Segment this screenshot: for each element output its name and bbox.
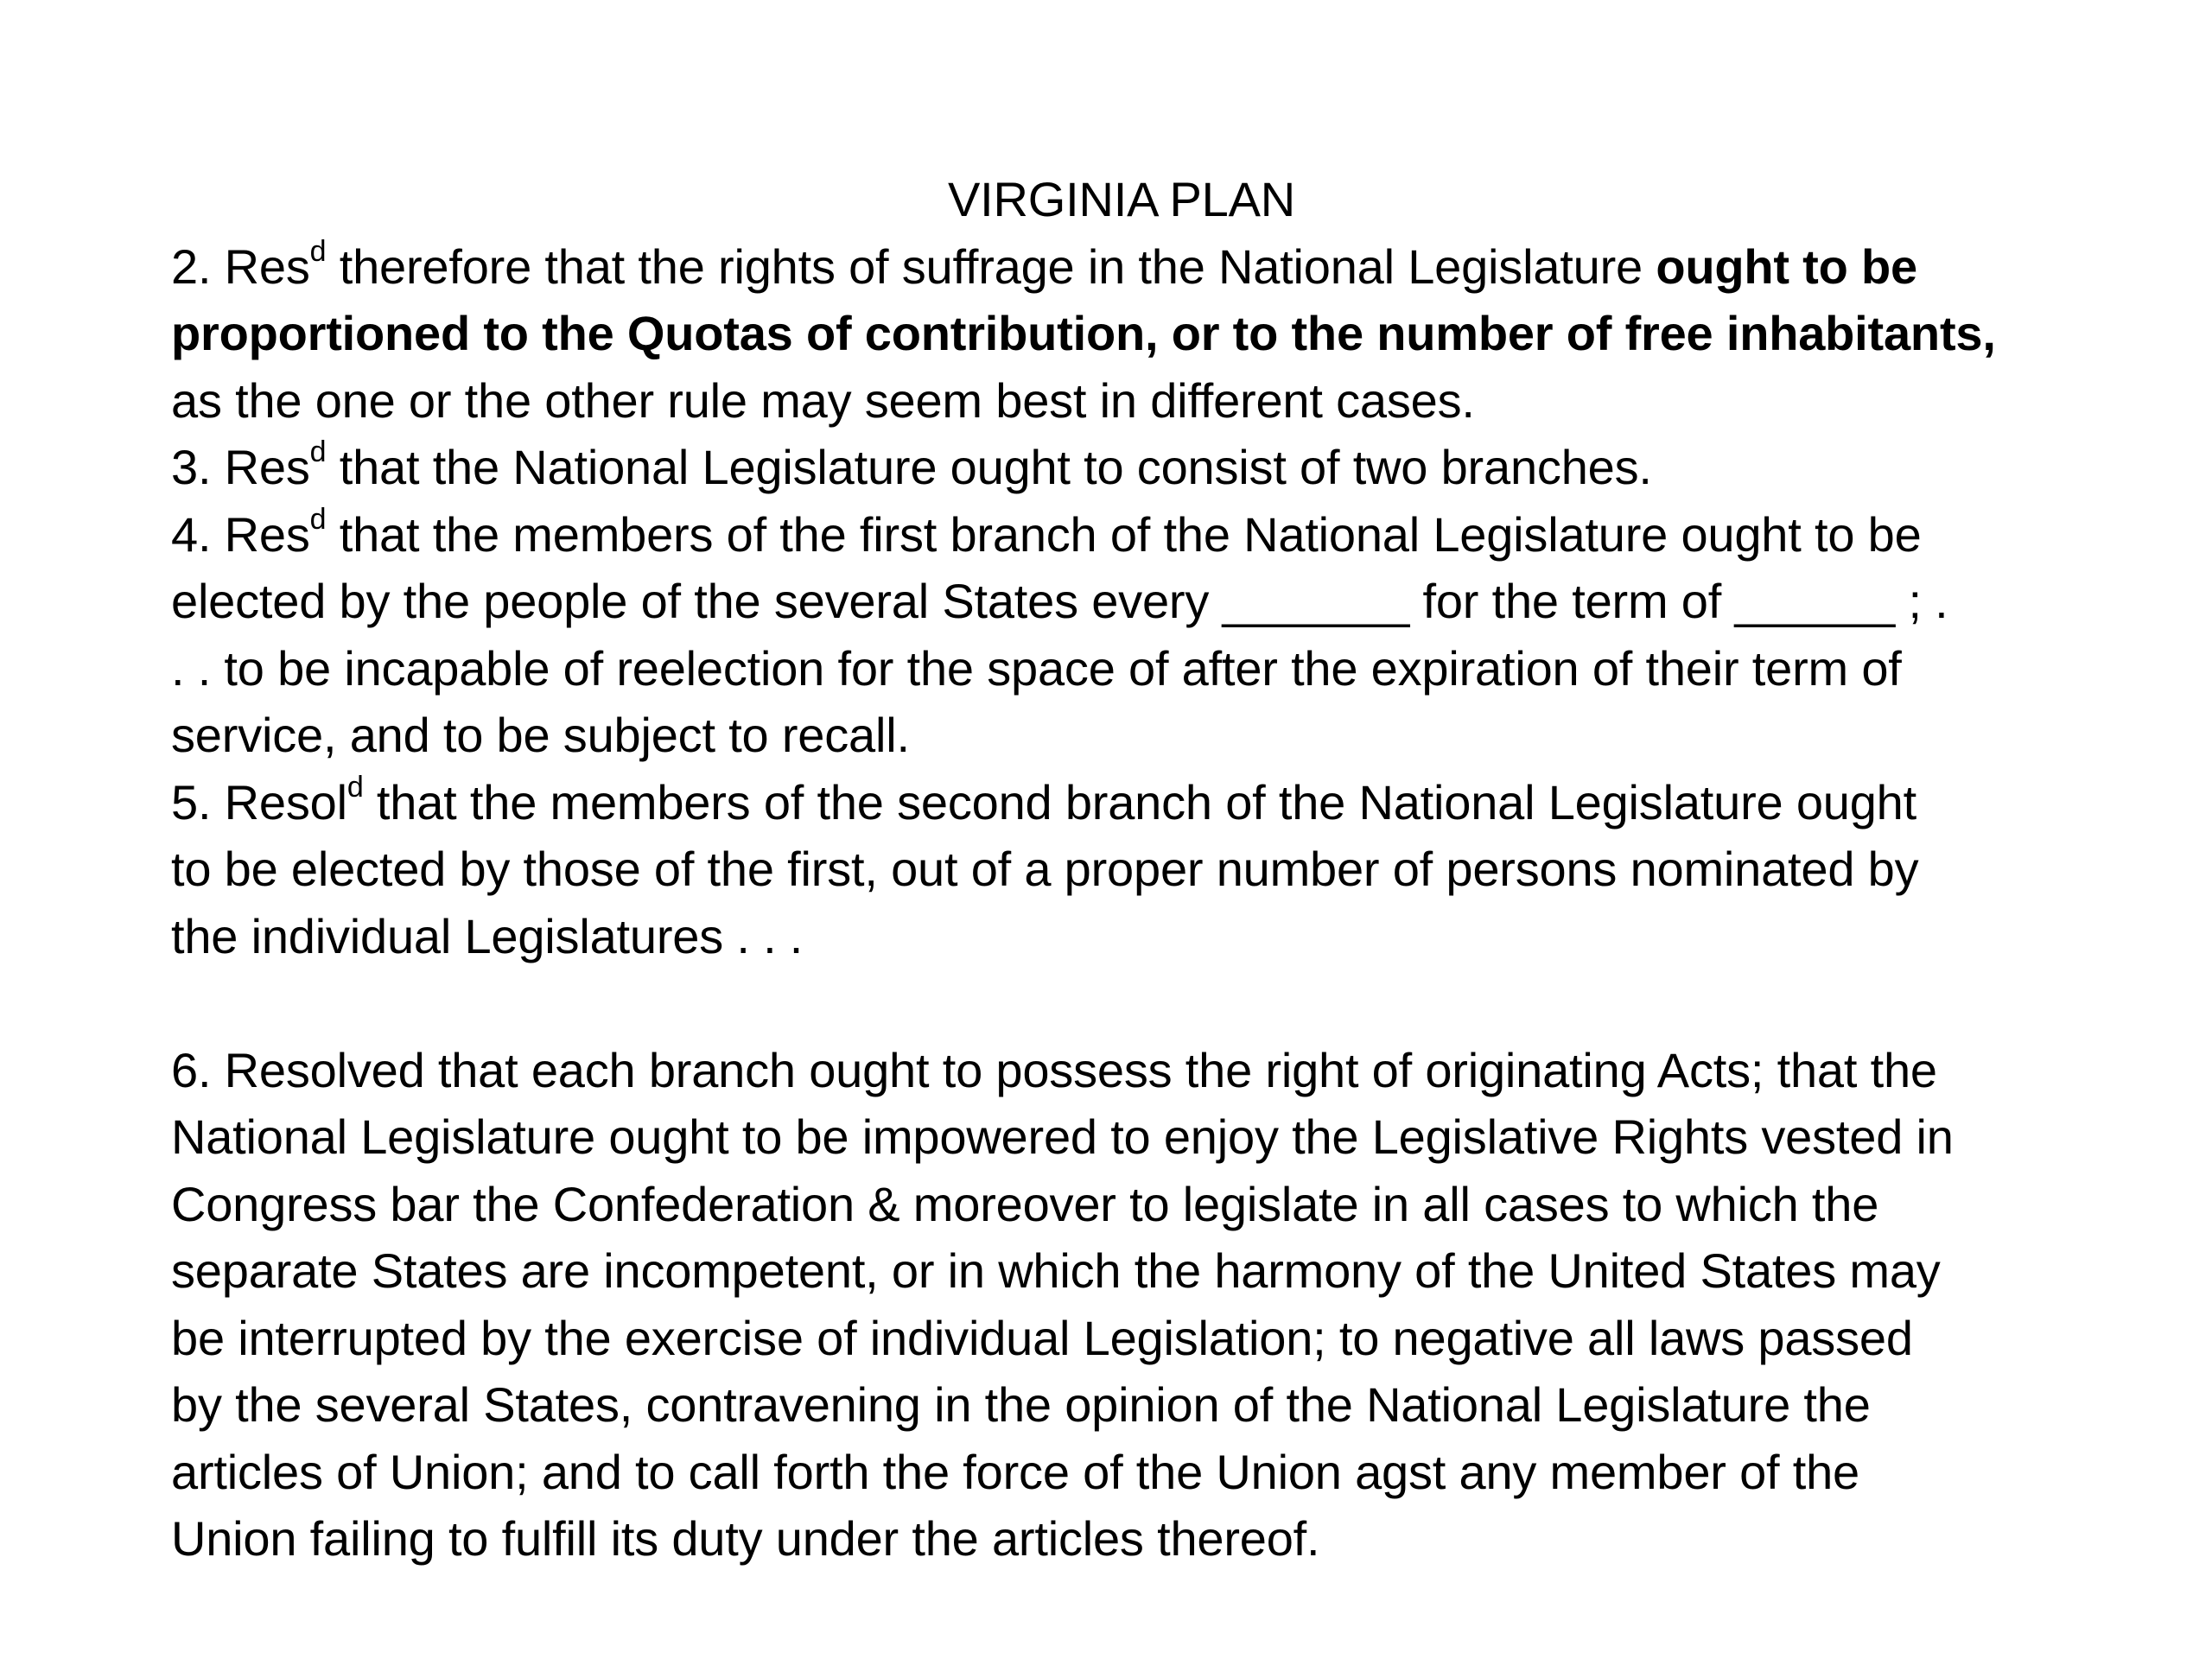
resolution-5-line-1	[171, 769, 2081, 836]
resolution-4-line-3: . . to be incapable of reelection for the space of after the expiration of their term of	[171, 640, 1902, 696]
resolution-2-bold-a: ought to be	[1656, 238, 1917, 294]
resolution-5-text: that the members of the second branch of the National Legislature ought	[363, 774, 1916, 830]
resolution-4-superscript: d	[309, 502, 327, 536]
resolution-3-text: that the National Legislature ought to consist of two branches.	[326, 440, 1652, 494]
resolution-2-superscript: d	[309, 234, 327, 268]
resolution-2-text-a: therefore that the rights of suffrage in the National Legislature	[326, 238, 1656, 294]
resolution-6-line-2: National Legislature ought to be impowered to enjoy the Legislative Rights vested in	[171, 1109, 1954, 1164]
resolution-6-line-7: articles of Union; and to call forth the force of the Union agst any member of the	[171, 1444, 1859, 1499]
resolution-4-number: 4. Res	[171, 506, 310, 562]
resolution-6-line-1: 6. Resolved that each branch ought to possess the right of originating Acts; that the	[171, 1042, 1937, 1097]
resolution-3-superscript: d	[309, 435, 327, 469]
page-title: VIRGINIA PLAN	[948, 172, 1295, 226]
resolution-2-line-3: as the one or the other rule may seem best in different cases.	[171, 372, 1475, 428]
resolution-5-line-3: the individual Legislatures . . .	[171, 908, 804, 963]
resolution-4-text: that the members of the first branch of the National Legislature ought to be	[326, 506, 1922, 562]
resolution-4-line-1	[171, 501, 2081, 569]
resolution-6-line-6: by the several States, contravening in the opinion of the National Legislature the	[171, 1377, 1871, 1432]
resolution-2-number: 2. Res	[171, 238, 310, 294]
resolution-3-line-1	[171, 434, 2081, 501]
resolution-2-line-1	[171, 233, 2081, 301]
resolution-2	[171, 233, 2081, 435]
resolution-3-number: 3. Res	[171, 440, 310, 494]
resolution-6-line-5: be interrupted by the exercise of individual Legislation; to negative all laws passed	[171, 1310, 1913, 1365]
resolution-5	[171, 769, 2081, 970]
resolution-4-line-4: service, and to be subject to recall.	[171, 708, 910, 762]
resolution-5-superscript: d	[346, 770, 364, 804]
resolution-5-number: 5. Resol	[171, 774, 347, 830]
resolution-2-line-2	[171, 300, 2081, 367]
resolution-4-line-2: elected by the people of the several States every _______ for the term of ______ ; .	[171, 574, 1948, 628]
resolution-6-line-8: Union failing to fulfill its duty under the articles thereof.	[171, 1511, 1320, 1566]
resolution-6-line-4: separate States are incompetent, or in which the harmony of the United States may	[171, 1243, 1941, 1298]
resolution-6	[171, 1037, 2081, 1573]
resolution-5-line-2: to be elected by those of the first, out of a proper number of persons nominated by	[171, 842, 1919, 896]
resolution-6-line-3: Congress bar the Confederation & moreover to legislate in all cases to which the	[171, 1176, 1879, 1231]
slide-body	[171, 166, 2081, 1573]
resolution-3	[171, 434, 2081, 501]
resolution-2-bold-b: proportioned to the Quotas of contribution, or to the number of free inhabitants,	[171, 306, 1996, 360]
resolution-4	[171, 501, 2081, 769]
